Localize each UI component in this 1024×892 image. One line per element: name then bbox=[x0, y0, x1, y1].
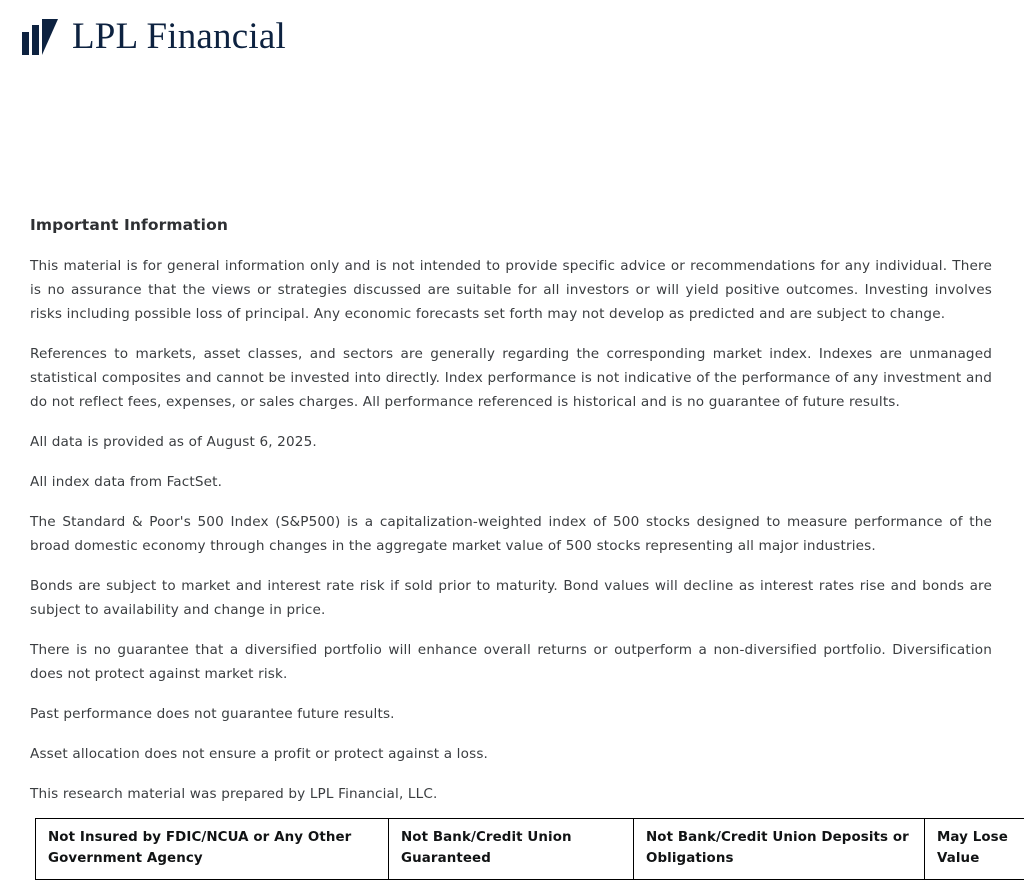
table-row bbox=[36, 819, 1024, 880]
page-title: Important Information bbox=[30, 216, 228, 234]
lpl-chart-mark-icon bbox=[22, 19, 58, 55]
important-information-section bbox=[30, 216, 992, 806]
paragraph-index-source: All index data from FactSet. bbox=[30, 474, 223, 490]
logo-wordmark: LPL Financial bbox=[72, 16, 286, 57]
paragraph-diversification: There is no guarantee that a diversified portfolio will enhance overall returns or outperform a non-diversified portfolio. Diversification does not protect against market risk. bbox=[30, 642, 992, 682]
paragraph-data-as-of: All data is provided as of August 6, 2025. bbox=[30, 434, 317, 450]
paragraph-past-performance: Past performance does not guarantee future results. bbox=[30, 706, 395, 722]
paragraph-bonds-risk: Bonds are subject to market and interest rate risk if sold prior to maturity. Bond values will decline as interest rates rise and bonds are subject to availability and change in price. bbox=[30, 578, 992, 618]
disclosure-cell-not-deposits: Not Bank/Credit Union Deposits or Obligations bbox=[634, 819, 925, 880]
disclosure-cell-may-lose-value: May Lose Value bbox=[925, 819, 1024, 880]
paragraph-general-information: This material is for general information only and is not intended to provide specific advice or recommendations for any individual. There is no assurance that the views or strategies discussed are suitable for all investors or will yield positive outcomes. Investing involves risks including possible loss of principal. Any economic forecasts set forth may not develop as predicted and are subject to change. bbox=[30, 258, 992, 322]
lpl-financial-logo bbox=[22, 18, 286, 55]
disclosure-cell-fdic: Not Insured by FDIC/NCUA or Any Other Government Agency bbox=[36, 819, 389, 880]
paragraph-prepared-by: This research material was prepared by LPL Financial, LLC. bbox=[30, 786, 438, 802]
paragraph-asset-allocation: Asset allocation does not ensure a profit or protect against a loss. bbox=[30, 746, 489, 762]
paragraph-sp500-definition: The Standard & Poor's 500 Index (S&P500) is a capitalization-weighted index of 500 stocks designed to measure performance of the broad domestic economy through changes in the aggregate market value of 500 stocks representing all major industries. bbox=[30, 514, 992, 554]
disclosure-cell-not-guaranteed: Not Bank/Credit Union Guaranteed bbox=[389, 819, 634, 880]
paragraph-index-references: References to markets, asset classes, and sectors are generally regarding the corresponding market index. Indexes are unmanaged statistical composites and cannot be invested into directly. Index performance is not indicative of the performance of any investment and do not reflect fees, expenses, or sales charges. All performance referenced is historical and is no guarantee of future results. bbox=[30, 346, 992, 410]
disclosure-table bbox=[35, 818, 1024, 880]
